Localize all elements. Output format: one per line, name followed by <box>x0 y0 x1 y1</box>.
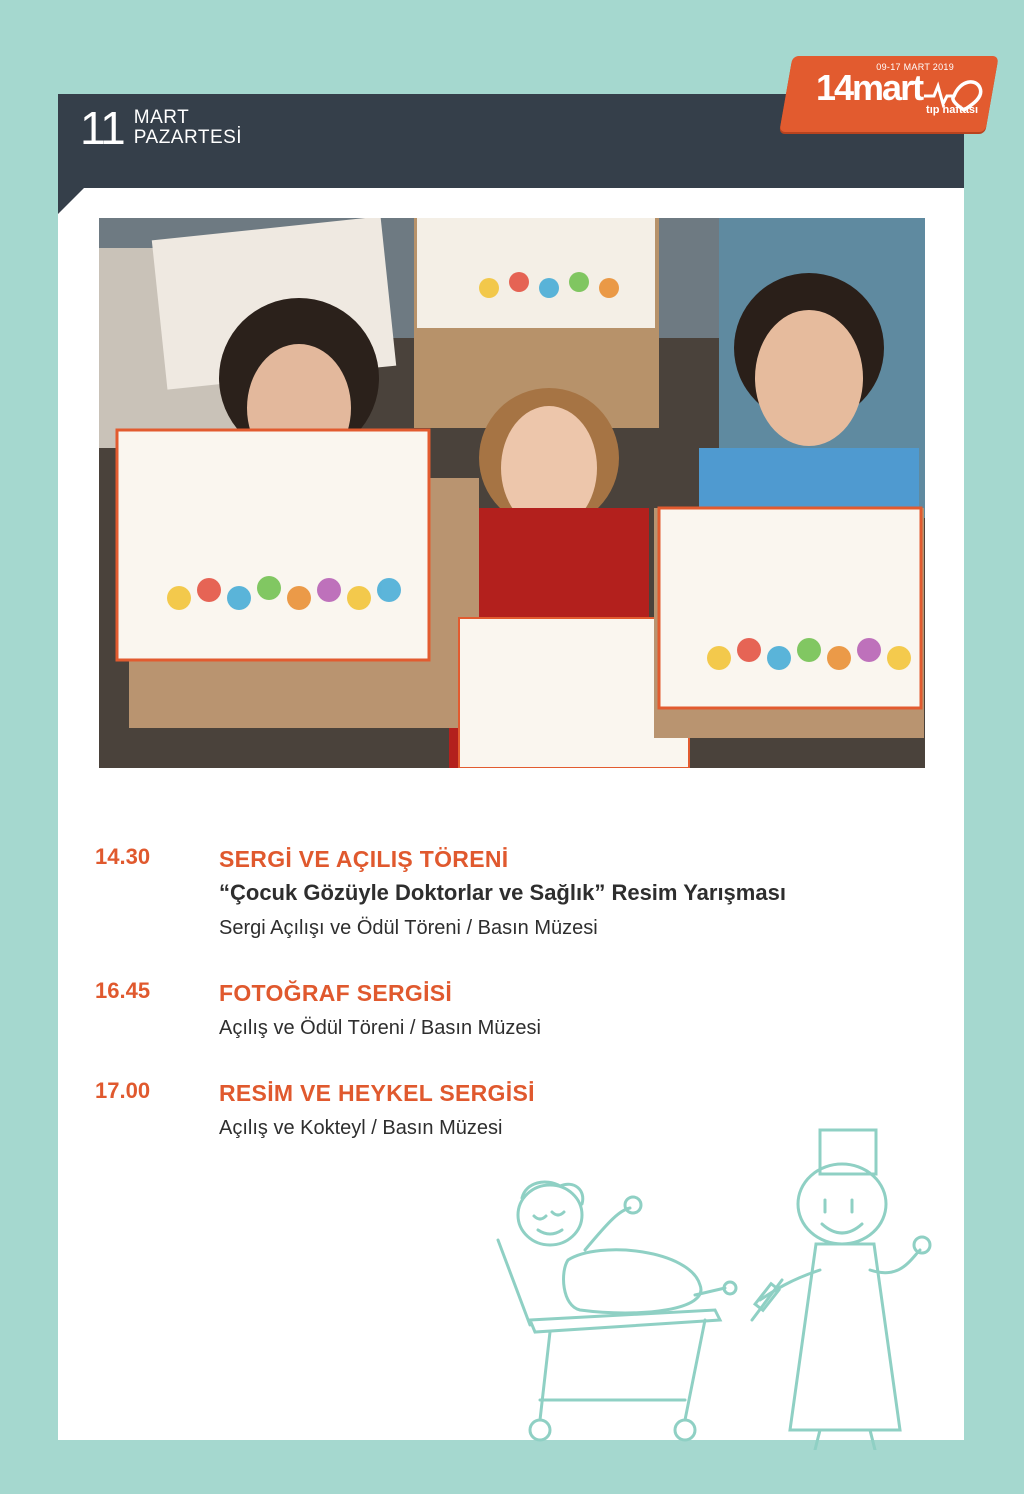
event-description: Açılış ve Kokteyl / Basın Müzesi <box>219 1117 503 1139</box>
event-logo <box>800 60 990 130</box>
stretcher-wheel <box>675 1420 695 1440</box>
header-fold <box>58 188 84 214</box>
logo-sub-text: tıp haftası <box>926 104 978 116</box>
stretcher-wheel <box>530 1420 550 1440</box>
children-with-certificates-photo <box>99 218 925 768</box>
day-text <box>134 108 242 148</box>
month-label: MART <box>133 107 190 128</box>
event-title: SERGİ VE AÇILIŞ TÖRENİ <box>219 846 509 872</box>
event-title: RESİM VE HEYKEL SERGİSİ <box>219 1080 535 1106</box>
date-block <box>80 102 242 154</box>
event-description: Açılış ve Ödül Töreni / Basın Müzesi <box>219 1017 541 1039</box>
stretcher-back <box>498 1240 530 1325</box>
event-photo <box>99 218 925 768</box>
event-description: Sergi Açılışı ve Ödül Töreni / Basın Müzesi <box>219 917 598 939</box>
logo-dates: 09-17 MART 2019 <box>876 62 954 72</box>
patient-head <box>518 1185 582 1245</box>
weekday-label: PAZARTESİ <box>133 127 243 148</box>
event-content <box>219 842 915 946</box>
event-time: 14.30 <box>95 844 151 869</box>
schedule-item <box>95 842 915 946</box>
event-subtitle: “Çocuk Gözüyle Doktorlar ve Sağlık” Resim Yarışması <box>219 880 786 905</box>
event-time: 17.00 <box>95 1078 151 1103</box>
doctor-patient-doodle <box>490 1120 950 1450</box>
day-number: 11 <box>80 102 124 154</box>
event-title: FOTOĞRAF SERGİSİ <box>219 980 453 1006</box>
schedule-item <box>95 976 915 1046</box>
event-time: 16.45 <box>95 978 151 1003</box>
logo-main-text: 14mart <box>816 67 923 108</box>
patient-body <box>564 1250 701 1313</box>
event-content <box>219 976 915 1046</box>
